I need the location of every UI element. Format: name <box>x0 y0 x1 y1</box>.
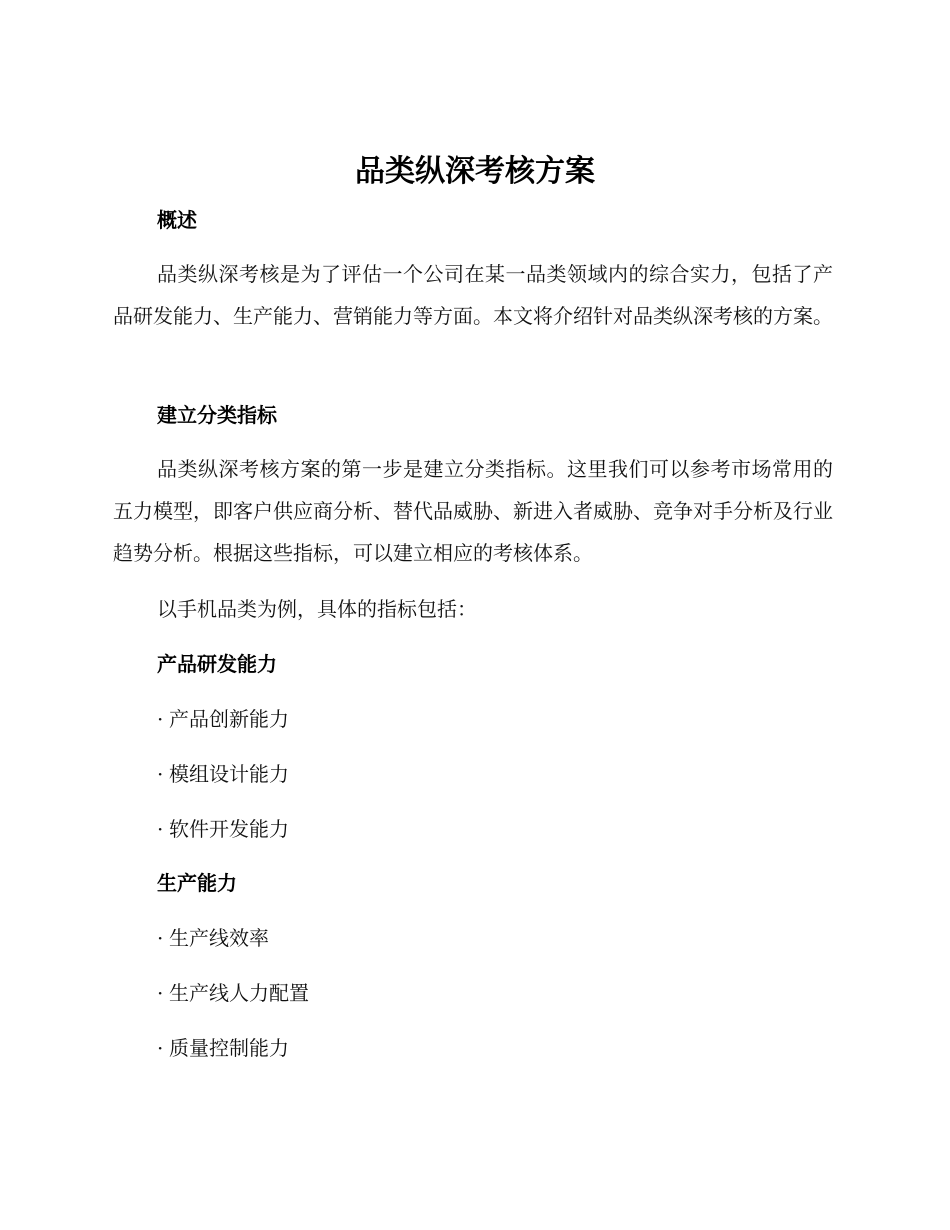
section-heading-overview: 概述 <box>157 208 197 232</box>
bullet-marker: · <box>157 817 164 841</box>
paragraph-indicators: 品类纵深考核方案的第一步是建立分类指标。这里我们可以参考市场常用的五力模型，即客户供应商分析、替代品威胁、新进入者威胁、竞争对手分析及行业趋势分析。根据这些指标，可以建立相应的考核体系。 <box>113 457 833 565</box>
list-item <box>157 705 289 733</box>
section-heading-indicators: 建立分类指标 <box>157 403 277 427</box>
paragraph-overview: 品类纵深考核是为了评估一个公司在某一品类领域内的综合实力，包括了产品研发能力、生产能力、营销能力等方面。本文将介绍针对品类纵深考核的方案。 <box>113 262 833 328</box>
document-title: 品类纵深考核方案 <box>355 154 595 189</box>
list-item <box>157 1034 289 1062</box>
example-intro: 以手机品类为例，具体的指标包括： <box>157 597 477 621</box>
list-item <box>157 760 289 788</box>
section-heading-production: 生产能力 <box>157 871 237 895</box>
list-item-label: 软件开发能力 <box>169 817 289 841</box>
list-item-label: 模组设计能力 <box>169 762 289 786</box>
list-item-label: 产品创新能力 <box>169 707 289 731</box>
list-item <box>157 815 289 843</box>
bullet-marker: · <box>157 926 164 950</box>
list-item-label: 生产线效率 <box>169 926 269 950</box>
list-item <box>157 924 269 952</box>
bullet-marker: · <box>157 981 164 1005</box>
list-item-label: 生产线人力配置 <box>169 981 309 1005</box>
bullet-marker: · <box>157 762 164 786</box>
list-item <box>157 979 309 1007</box>
section-heading-rnd: 产品研发能力 <box>157 652 277 676</box>
bullet-marker: · <box>157 1036 164 1060</box>
list-item-label: 质量控制能力 <box>169 1036 289 1060</box>
bullet-marker: · <box>157 707 164 731</box>
